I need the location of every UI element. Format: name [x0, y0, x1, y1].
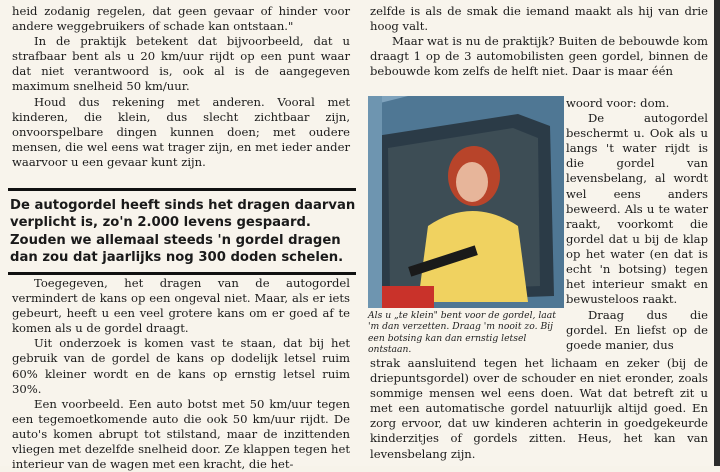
left-bottom-column [12, 276, 350, 472]
narrow-column-2 [566, 308, 708, 353]
paragraph: strak aansluitend tegen het lichaam en zeker (bij de driepuntsgordel) over de schouder en niet eronder, zoals sommige mensen wel eens doen. Wat dat betreft zit u met een automatische gordel natuurlijk altijd goed. En zorg ervoor, dat uw kinderen achterin in goedgekeurde kinderzitjes of gordels zitten. Heus, het kan van levensbelang zijn. [370, 356, 708, 461]
woman-driving-car-photo [368, 96, 564, 308]
paragraph: Toegegeven, het dragen van de autogordel vermindert de kans op een ongeval niet. Maar, als er iets gebeurt, heeft u een veel grotere kans om er goed af te komen als u de gordel draagt. [12, 276, 350, 336]
right-top-column [370, 4, 708, 79]
right-bottom-column [370, 356, 708, 462]
narrow-column [566, 96, 708, 307]
paragraph: Een voorbeeld. Een auto botst met 50 km/uur tegen een tegemoetkomende auto die ook 50 km/uur rijdt. De auto's komen abrupt tot stilstand, maar de inzittenden vliegen met dezelfde snelheid door. Ze klappen tegen het interieur van de wagen met een kracht, die het- [12, 396, 350, 472]
car-photo-illustration [368, 96, 564, 308]
left-column [12, 4, 350, 170]
callout-text: De autogordel heeft sinds het dragen daarvan verplicht is, zo'n 2.000 levens gespaard. Zouden we allemaal steeds 'n gordel dragen dan zou dat jaarlijks nog 300 doden schelen. [10, 198, 356, 265]
paragraph: Draag dus die gordel. En liefst op de goede manier, dus [566, 308, 708, 353]
paragraph: In de praktijk betekent dat bijvoorbeeld, dat u strafbaar bent als u 20 km/uur rijdt op een punt waar dat niet verantwoord is, ook al is de aangegeven maximum snelheid 50 km/uur. [12, 34, 350, 94]
callout-box [8, 188, 356, 275]
paragraph: Uit onderzoek is komen vast te staan, dat bij het gebruik van de gordel de kans op dodelijk letsel ruim 60% kleiner wordt en de kans op ernstig letsel ruim 30%. [12, 336, 350, 396]
paragraph: Maar wat is nu de praktijk? Buiten de bebouwde kom draagt 1 op de 3 automobilisten geen gordel, binnen de bebouwde kom zelfs de helft niet. Daar is maar één [370, 34, 708, 79]
photo-caption [368, 310, 562, 356]
paragraph: woord voor: dom. [566, 96, 670, 110]
paragraph: heid zodanig regelen, dat geen gevaar of hinder voor andere weggebruikers of schade kan ontstaan." [12, 4, 350, 34]
paragraph: De autogordel beschermt u. Ook als u langs 't water rijdt is die gordel van levensbelang, al wordt wel eens anders beweerd. Als u te water raakt, voorkomt die gordel dat u bij de klap op het water (en dat is echt 'n botsing) tegen het interieur smakt en bewusteloos raakt. [566, 111, 708, 307]
paragraph: Houd dus rekening met anderen. Vooral met kinderen, die klein, dus slecht zichtbaar zijn, onvoorspelbare dingen kunnen doen; met oudere mensen, die wel eens wat trager zijn, en met ieder ander waarvoor u een gevaar kunt zijn. [12, 94, 350, 169]
page-edge [714, 0, 720, 466]
caption-text: Als u „te klein" bent voor de gordel, laat 'm dan verzetten. Draag 'm nooit zo. Bij een botsing kan dan ernstig letsel ontstaan. [368, 310, 556, 356]
paragraph: zelfde is als de smak die iemand maakt als hij van drie hoog valt. [370, 4, 708, 34]
